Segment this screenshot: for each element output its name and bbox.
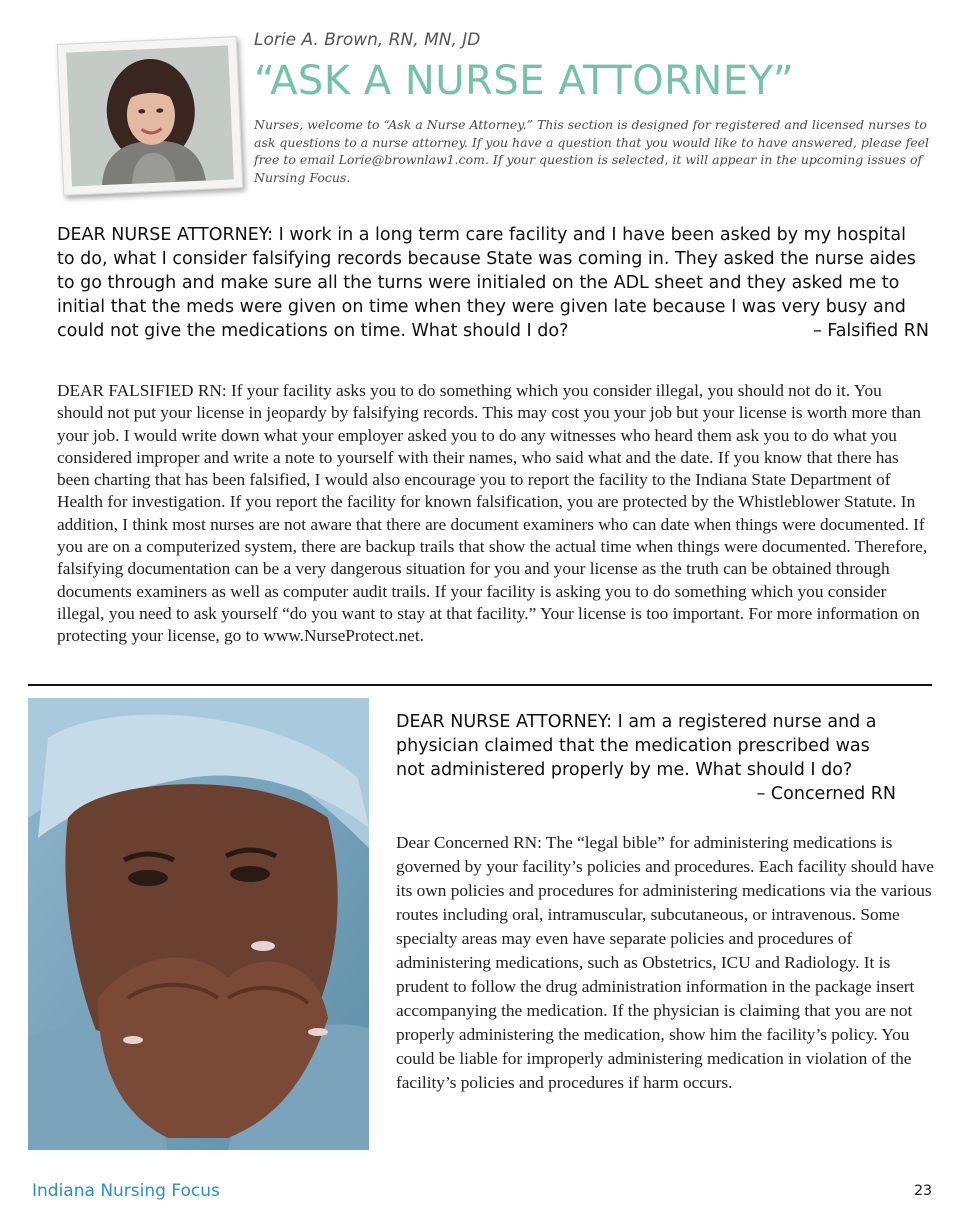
question-2-text: DEAR NURSE ATTORNEY: I am a registered nurse and a physician claimed that the medication prescribed was not administered properly by me. What should I do? bbox=[396, 712, 877, 780]
question-1 bbox=[57, 223, 929, 343]
answer-1: DEAR FALSIFIED RN: If your facility asks you to do something which you consider illegal, you should not do it. You should not put your license in jeopardy by falsifying records. This may cost you your job but your license is worth more than your job. I would write down what your employer asked you to do any witnesses who heard them ask you to do what you considered improper and write a note to yourself with their names, who said what and the date. If you know that there has been charting that has been falsified, I would also encourage you to report the facility to the Indiana State Department of Health for investigation. If you report the facility for known falsification, you are protected by the Whistleblower Statute. In addition, I think most nurses are not aware that there are document examiners who can date when things were documented. If you are on a computerized system, there are backup trails that show the actual time when things were documented. Therefore, falsifying documentation can be a very dangerous situation for you and your license as the truth can be obtained through documents examiners as well as computer audit trails. If your facility is asking you to do something which you consider illegal, you need to ask yourself “do you want to stay at that facility.” Your license is too important. For more information on protecting your license, go to www.NurseProtect.net. bbox=[57, 381, 928, 646]
column-title: “ASK A NURSE ATTORNEY” bbox=[254, 58, 795, 104]
question-2 bbox=[396, 710, 896, 806]
author-photo bbox=[57, 36, 243, 196]
column-intro: Nurses, welcome to “Ask a Nurse Attorney.” This section is designed for registered and licensed nurses to ask questions to a nurse attorney. If you have a question that you would like to have answered, please feel free to email Lorie@brownlaw1.com. If your question is selected, it will appear in the upcoming issues of Nursing Focus. bbox=[254, 117, 929, 186]
page-number: 23 bbox=[914, 1183, 932, 1199]
question-1-signature: – Falsified RN bbox=[812, 321, 929, 341]
section-divider bbox=[28, 684, 932, 686]
question-2-signature: – Concerned RN bbox=[756, 784, 896, 804]
nurse-photo bbox=[28, 698, 369, 1150]
question-1-text: DEAR NURSE ATTORNEY: I work in a long term care facility and I have been asked by my hospital to do, what I consider falsifying records because State was coming in. They asked the nurse aides to go through and make sure all the turns were initialed on the ADL sheet and they asked me to initial that the meds were given on time when they were given late because I was very busy and could not give the medications on time. What should I do? bbox=[57, 225, 916, 341]
answer-2: Dear Concerned RN: The “legal bible” for administering medications is governed by your facility’s policies and procedures. Each facility should have its own policies and procedures for administering medications via the various routes including oral, intramuscular, subcutaneous, or intravenous. Some specialty areas may even have separate policies and procedures of administering medications, such as Obstetrics, ICU and Radiology. It is prudent to follow the drug administration information in the package insert accompanying the medication. If the physician is claiming that you are not properly administering the medication, show him the facility’s policy. You could be liable for improperly administering medication in violation of the facility’s policies and procedures if harm occurs. bbox=[396, 833, 934, 1092]
author-byline: Lorie A. Brown, RN, MN, JD bbox=[254, 30, 481, 50]
publication-name: Indiana Nursing Focus bbox=[32, 1181, 220, 1201]
author-portrait-illustration bbox=[66, 46, 234, 187]
author-photo-image bbox=[66, 46, 234, 187]
nurse-photo-illustration bbox=[28, 698, 369, 1150]
